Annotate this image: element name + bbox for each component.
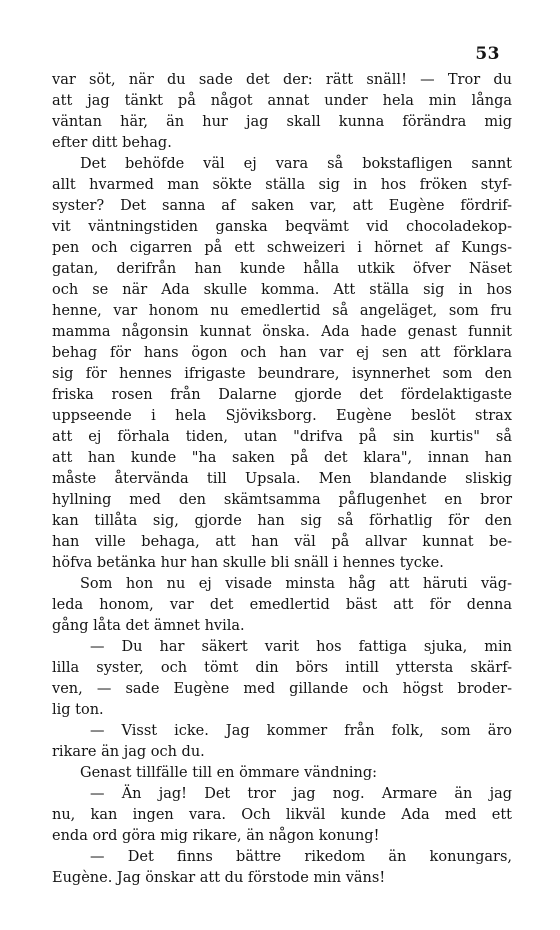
text-line: — Än jag! Det tror jag nog. Armare än jag xyxy=(90,786,512,802)
text-line: gatan, derifrån han kunde hålla utkik öfver Näset xyxy=(52,261,512,277)
text-line: vit väntningstiden ganska beqvämt vid chocoladekop- xyxy=(52,219,512,235)
text-line: gång låta det ämnet hvila. xyxy=(52,618,245,634)
text-line: sig för hennes ifrigaste beundrare, isynnerhet som den xyxy=(52,366,512,382)
text-line: ven, — sade Eugène med gillande och högst broder- xyxy=(52,681,512,697)
text-line: lig ton. xyxy=(52,702,104,718)
text-line: väntan här, än hur jag skall kunna förändra mig xyxy=(52,114,512,130)
text-line: lilla syster, och tömt din börs intill yttersta skärf- xyxy=(52,660,512,676)
text-line: — Visst icke. Jag kommer från folk, som äro xyxy=(90,723,512,739)
text-line: syster? Det sanna af saken var, att Eugène fördrif- xyxy=(52,198,512,214)
text-line: var söt, när du sade det der: rätt snäll! — Tror du xyxy=(52,72,512,88)
text-line: att ej förhala tiden, utan "drifva på sin kurtis" så xyxy=(52,429,512,445)
page-number: 53 xyxy=(475,44,500,64)
body-text xyxy=(52,70,512,889)
text-line: att han kunde "ha saken på det klara", innan han xyxy=(52,450,512,466)
text-line: kan tillåta sig, gjorde han sig så förhatlig för den xyxy=(52,513,512,529)
text-line: höfva betänka hur han skulle bli snäll i hennes tycke. xyxy=(52,555,444,571)
text-line: att jag tänkt på något annat under hela min långa xyxy=(52,93,512,109)
text-line: rikare än jag och du. xyxy=(52,744,205,760)
text-line: behag för hans ögon och han var ej sen att förklara xyxy=(52,345,512,361)
text-line: han ville behaga, att han väl på allvar kunnat be- xyxy=(52,534,512,550)
text-line: — Det finns bättre rikedom än konungars, xyxy=(90,849,512,865)
text-line: allt hvarmed man sökte ställa sig in hos fröken styf- xyxy=(52,177,512,193)
text-line: Som hon nu ej visade minsta håg att häruti väg- xyxy=(80,576,512,592)
text-line: — Du har säkert varit hos fattiga sjuka, min xyxy=(90,639,512,655)
text-line: enda ord göra mig rikare, än någon konung! xyxy=(52,828,380,844)
text-line: uppseende i hela Sjöviksborg. Eugène beslöt strax xyxy=(52,408,512,424)
text-line: pen och cigarren på ett schweizeri i hörnet af Kungs- xyxy=(52,240,512,256)
text-line: Eugène. Jag önskar att du förstode min väns! xyxy=(52,870,386,886)
text-line: nu, kan ingen vara. Och likväl kunde Ada med ett xyxy=(52,807,512,823)
text-line: efter ditt behag. xyxy=(52,135,172,151)
text-line: Genast tillfälle till en ömmare vändning: xyxy=(80,765,378,781)
text-line: och se när Ada skulle komma. Att ställa sig in hos xyxy=(52,282,512,298)
text-line: mamma någonsin kunnat önska. Ada hade genast funnit xyxy=(52,324,512,340)
text-line: leda honom, var det emedlertid bäst att för denna xyxy=(52,597,512,613)
text-line: måste återvända till Upsala. Men blandande sliskig xyxy=(52,471,512,487)
text-line: henne, var honom nu emedlertid så angeläget, som fru xyxy=(52,303,512,319)
text-line: hyllning med den skämtsamma påflugenhet en bror xyxy=(52,492,512,508)
text-line: friska rosen från Dalarne gjorde det fördelaktigaste xyxy=(52,387,512,403)
text-line: Det behöfde väl ej vara så bokstafligen sannt xyxy=(80,156,512,172)
